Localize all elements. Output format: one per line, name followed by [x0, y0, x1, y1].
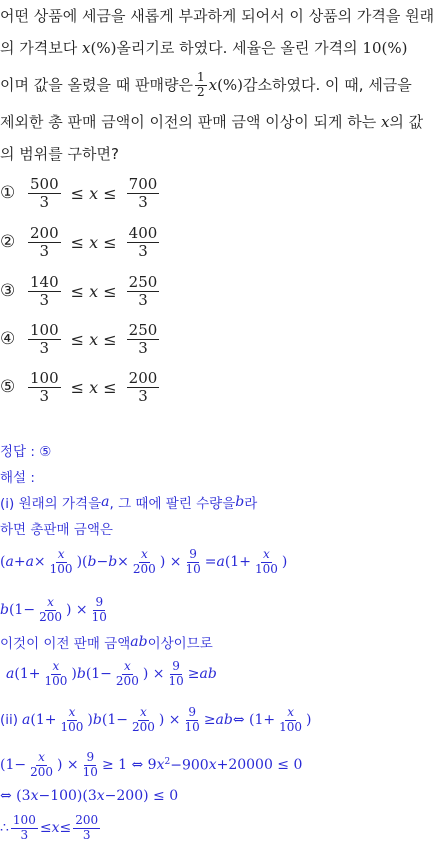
option-3[interactable] — [0, 274, 163, 308]
s1b: , 그 때에 팔린 수량을 — [109, 496, 236, 512]
var-x: x — [82, 39, 91, 57]
den: 3 — [138, 241, 148, 260]
num: 100 — [30, 369, 59, 387]
answer-line — [0, 440, 400, 460]
den: 3 — [138, 290, 148, 309]
option-4[interactable] — [0, 322, 163, 356]
solution-line-2 — [0, 518, 400, 538]
solution-eq-4: (ii) a (1+ $\frac{x}{100}$ ) b (1− $\frac{x}{200}$ ) × $\frac{9}{10}$ ≥ ab ⇔ (1+ $\frac{x}{100}$ ) — [0, 705, 312, 734]
option-lower — [28, 274, 61, 308]
var-x: x — [380, 113, 390, 131]
leq: ≤ x ≤ — [70, 232, 117, 252]
option-number: ③ — [0, 281, 16, 301]
solution-eq-2: b (1− $\frac{x}{200}$ ) × $\frac{9}{10}$ — [0, 595, 107, 624]
option-lower — [28, 225, 61, 259]
num: 100 — [30, 321, 59, 339]
var-x: x — [208, 76, 218, 94]
num: 200 — [128, 369, 158, 387]
solution-eq-3: a (1+ $\frac{x}{100}$ ) b (1− $\frac{x}{200}$ ) × $\frac{9}{10}$ ≥ ab — [6, 659, 217, 688]
s1a: (i) 원래의 가격을 — [0, 496, 102, 512]
answer-text: 정답 : ⑤ — [0, 444, 52, 460]
den: 3 — [138, 338, 148, 357]
option-lower — [28, 370, 61, 404]
solution-line-1 — [0, 492, 400, 512]
s6a: 이것이 이전 판매 금액 — [0, 636, 131, 652]
option-lower — [28, 322, 61, 356]
solution-eq-7: ∴ $\frac{100}{3}$ ≤ x ≤ $\frac{200}{3}$ — [0, 813, 99, 842]
solution-line-6 — [0, 632, 400, 652]
problem-line-5 — [0, 138, 400, 170]
frac-num: 1 — [196, 70, 205, 85]
fraction-half — [195, 71, 207, 98]
percent-unit: (%) — [381, 39, 408, 57]
problem-line-2a: 의 가격보다 — [0, 39, 82, 57]
option-lower — [28, 176, 61, 210]
den: 3 — [39, 290, 50, 309]
option-upper — [127, 225, 160, 259]
leq: ≤ x ≤ — [70, 377, 117, 397]
var-ab: ab — [130, 634, 148, 650]
problem-line-4a: 제외한 총 판매 금액이 이전의 판매 금액 이상이 되게 하는 — [0, 113, 381, 131]
problem-line-4b: 의 값 — [389, 113, 424, 131]
num: 140 — [30, 273, 59, 291]
option-upper — [127, 370, 160, 404]
den: 3 — [39, 338, 50, 357]
num: 400 — [128, 224, 158, 242]
problem-line-3b: 감소하였다. 이 때, 세금을 — [243, 76, 412, 94]
den: 3 — [138, 386, 148, 405]
percent-unit: (%) — [217, 76, 244, 94]
problem-line-3 — [0, 64, 412, 106]
tax-rate-value: 10 — [362, 39, 382, 57]
var-a: a — [101, 494, 110, 510]
den: 3 — [39, 192, 50, 211]
num: 500 — [30, 175, 59, 193]
problem-line-3a: 이며 값을 올렸을 때 판매량은 — [0, 76, 193, 94]
option-number: ④ — [0, 329, 16, 349]
option-1[interactable] — [0, 176, 163, 210]
problem-line-2b: 올리기로 하였다. 세율은 올린 가격의 — [116, 39, 363, 57]
option-number: ① — [0, 183, 16, 203]
explain-label — [0, 466, 400, 486]
problem-line-1 — [0, 0, 434, 32]
option-number: ⑤ — [0, 377, 16, 397]
option-5[interactable] — [0, 370, 163, 404]
s1c: 라 — [244, 496, 258, 512]
problem-line-1-text: 어떤 상품에 세금을 새롭게 부과하게 되어서 이 상품의 가격을 원래 — [0, 7, 434, 25]
option-upper — [127, 274, 160, 308]
problem-line-4 — [0, 106, 424, 138]
solution-eq-6: ⇔ (3 x −100)(3 x −200) ≤ 0 — [0, 788, 179, 804]
den: 3 — [39, 386, 50, 405]
problem-line-2 — [0, 32, 408, 64]
frac-den: 2 — [196, 84, 205, 99]
den: 3 — [39, 241, 50, 260]
percent-unit: (%) — [90, 39, 117, 57]
leq: ≤ x ≤ — [70, 329, 117, 349]
num: 250 — [128, 321, 158, 339]
s2: 하면 총판매 금액은 — [0, 522, 113, 538]
option-upper — [127, 176, 160, 210]
option-2[interactable] — [0, 225, 163, 259]
den: 3 — [138, 192, 148, 211]
step-ii-label: (ii) — [0, 712, 19, 728]
option-number: ② — [0, 232, 16, 252]
leq: ≤ x ≤ — [70, 183, 117, 203]
option-upper — [127, 322, 160, 356]
leq: ≤ x ≤ — [70, 281, 117, 301]
num: 700 — [128, 175, 158, 193]
explain-text: 해설 : — [0, 470, 35, 486]
solution-eq-5: (1− $\frac{x}{200}$ ) × $\frac{9}{10}$ ≥ 1 ⇔ 9 x $^2$−900 x +20000 ≤ 0 — [0, 750, 303, 779]
problem-text — [0, 0, 434, 170]
s6b: 이상이므로 — [147, 636, 213, 652]
problem-line-5-text: 의 범위를 구하면? — [0, 145, 119, 163]
num: 250 — [128, 273, 158, 291]
num: 200 — [30, 224, 59, 242]
solution-eq-1: ( a + a × $\frac{x}{100}$ )( b − b × $\frac{x}{200}$ ) × $\frac{9}{10}$ = a (1+ $\frac{x}{100}$ ) — [0, 547, 288, 576]
var-b: b — [235, 494, 245, 510]
